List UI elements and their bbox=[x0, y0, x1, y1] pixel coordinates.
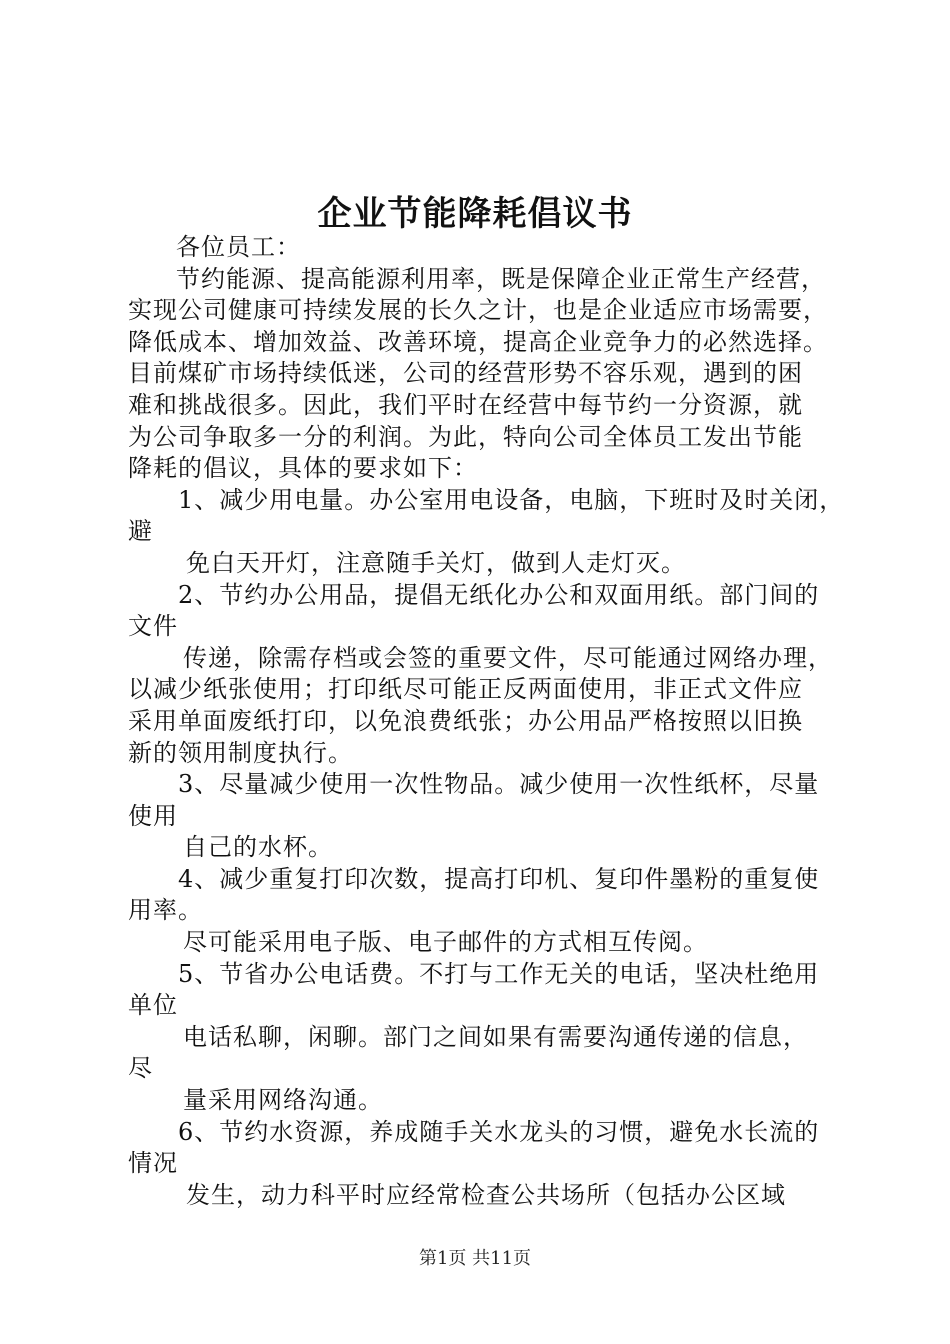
paragraph-line: 难和挑战很多。因此，我们平时在经营中每节约一分资源，就 bbox=[128, 390, 803, 419]
paragraph-line: 为公司争取多一分的利润。为此，特向公司全体员工发出节能 bbox=[128, 422, 803, 451]
paragraph-line: 情况 bbox=[128, 1149, 178, 1178]
paragraph-line: 目前煤矿市场持续低迷，公司的经营形势不容乐观，遇到的困 bbox=[128, 359, 803, 388]
document-body bbox=[128, 232, 845, 1211]
paragraph-line: 用率。 bbox=[128, 896, 203, 925]
paragraph-line: 传递，除需存档或会签的重要文件，尽可能通过网络办理， bbox=[183, 643, 833, 672]
paragraph-line: 实现公司健康可持续发展的长久之计，也是企业适应市场需要， bbox=[128, 296, 828, 325]
list-item-4: 4、减少重复打印次数，提高打印机、复印件墨粉的重复使 bbox=[178, 864, 820, 893]
paragraph-line: 节约能源、提高能源利用率，既是保障企业正常生产经营， bbox=[176, 264, 826, 293]
document-title: 企业节能降耗倡议书 bbox=[317, 194, 633, 234]
paragraph-line: 使用 bbox=[128, 801, 178, 830]
paragraph-line: 降耗的倡议，具体的要求如下： bbox=[128, 454, 478, 483]
salutation: 各位员工： bbox=[176, 233, 301, 261]
paragraph-line: 发生，动力科平时应经常检查公共场所（包括办公区域 bbox=[186, 1180, 786, 1209]
paragraph-line: 降低成本、增加效益、改善环境，提高企业竞争力的必然选择。 bbox=[128, 327, 828, 356]
paragraph-line: 尽 bbox=[128, 1054, 153, 1083]
paragraph-line: 以减少纸张使用；打印纸尽可能正反两面使用，非正式文件应 bbox=[128, 675, 803, 704]
paragraph-line: 避 bbox=[128, 517, 153, 546]
list-item-1: 1、减少用电量。办公室用电设备，电脑，下班时及时关闭， bbox=[178, 485, 845, 514]
paragraph-line: 免白天开灯，注意随手关灯，做到人走灯灭。 bbox=[186, 548, 686, 577]
list-item-3: 3、尽量减少使用一次性物品。减少使用一次性纸杯，尽量 bbox=[178, 770, 820, 799]
paragraph-line: 单位 bbox=[128, 991, 178, 1020]
paragraph-line: 量采用网络沟通。 bbox=[183, 1086, 383, 1115]
paragraph-line: 尽可能采用电子版、电子邮件的方式相互传阅。 bbox=[183, 928, 708, 957]
paragraph-line: 电话私聊，闲聊。部门之间如果有需要沟通传递的信息， bbox=[183, 1022, 808, 1051]
paragraph-line: 自己的水杯。 bbox=[183, 833, 333, 862]
paragraph-line: 新的领用制度执行。 bbox=[128, 738, 353, 767]
paragraph-line: 采用单面废纸打印，以免浪费纸张；办公用品严格按照以旧换 bbox=[128, 706, 803, 735]
list-item-6: 6、节约水资源，养成随手关水龙头的习惯，避免水长流的 bbox=[178, 1117, 820, 1146]
list-item-5: 5、节省办公电话费。不打与工作无关的电话，坚决杜绝用 bbox=[178, 959, 820, 988]
list-item-2: 2、节约办公用品，提倡无纸化办公和双面用纸。部门间的 bbox=[178, 580, 820, 609]
paragraph-line: 文件 bbox=[128, 612, 178, 641]
page-footer: 第1页 共11页 bbox=[418, 1248, 532, 1269]
